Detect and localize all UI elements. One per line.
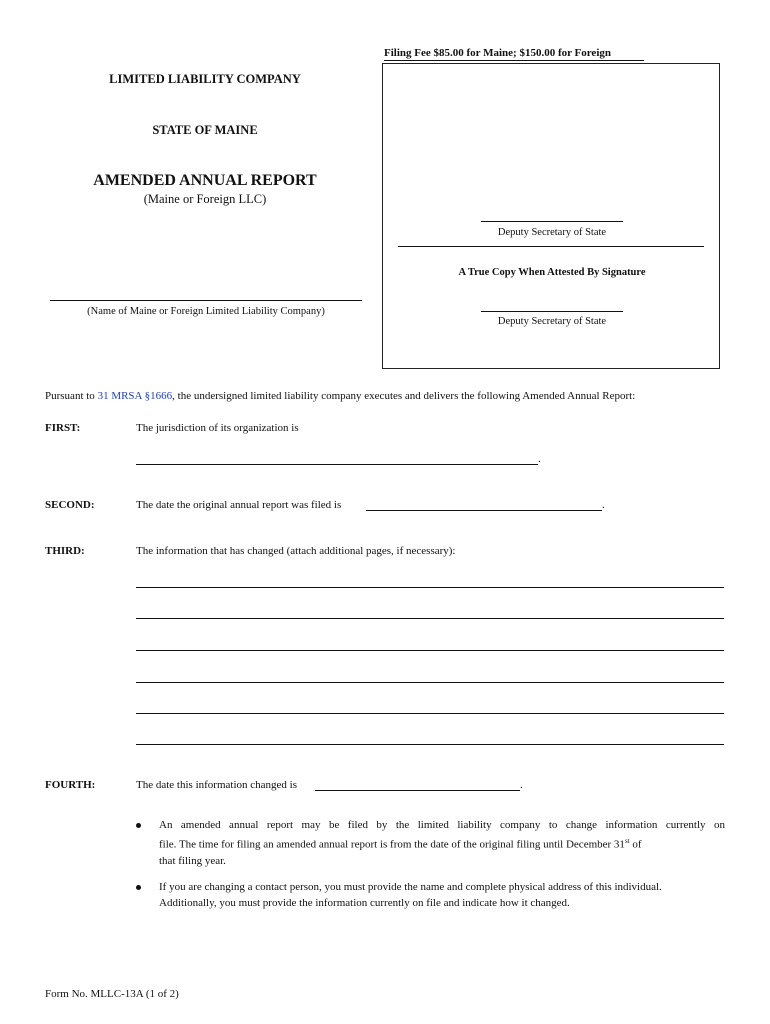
intro-suffix: , the undersigned limited liability company executes and delivers the following Amended Annual Report: [172,390,636,402]
bullet-icon [136,885,141,890]
changed-info-line-1[interactable] [136,587,724,588]
note1-line-d: that filing year. [159,854,226,867]
filing-fee-text: Filing Fee $85.00 for Maine; $150.00 for Foreign [384,47,611,59]
second-period: . [602,499,605,511]
deputy-label-2: Deputy Secretary of State [497,316,607,327]
deputy-signature-line-1[interactable] [481,221,623,222]
third-label: THIRD: [45,545,85,557]
true-copy-text: A True Copy When Attested By Signature [458,267,646,278]
note1-text-c: of [629,838,642,851]
deputy-label-1: Deputy Secretary of State [497,227,607,238]
intro-prefix: Pursuant to [45,390,98,402]
fourth-period: . [520,779,523,791]
note-contact-person [159,879,729,911]
first-text: The jurisdiction of its organization is [136,422,299,434]
change-date-field[interactable] [315,790,520,791]
original-filing-date-field[interactable] [366,510,602,511]
filing-fee-underline [384,60,644,61]
bullet-icon [136,823,141,828]
fourth-label: FOURTH: [45,779,96,791]
state-heading: STATE OF MAINE [152,123,258,137]
form-title: AMENDED ANNUAL REPORT [93,172,317,189]
first-label: FIRST: [45,422,81,434]
office-box-divider [398,246,704,247]
note-amended-report [159,817,725,869]
first-period: . [538,453,541,465]
second-text: The date the original annual report was filed is [136,499,342,511]
deputy-signature-line-2[interactable] [481,311,623,312]
note1-line-a: An amended annual report may be filed by the limited liability company to change information currently on [159,819,725,831]
company-name-field[interactable] [50,300,362,301]
second-label: SECOND: [45,499,95,511]
jurisdiction-field[interactable] [136,464,538,465]
note1-text-b: file. The time for filing an amended annual report is from the date of the original filing until December 31 [159,838,625,851]
third-text: The information that has changed (attach additional pages, if necessary): [136,545,456,557]
fourth-text: The date this information changed is [136,779,297,791]
company-type-heading: LIMITED LIABILITY COMPANY [109,72,301,86]
note2-line-b: Additionally, you must provide the information currently on file and indicate how it changed. [159,897,570,909]
changed-info-line-4[interactable] [136,682,724,683]
intro-paragraph [45,390,745,402]
changed-info-line-5[interactable] [136,713,724,714]
note2-line-a: If you are changing a contact person, you must provide the name and complete physical address of this individual. [159,881,662,893]
form-number-footer: Form No. MLLC-13A (1 of 2) [45,988,179,1000]
form-subtitle: (Maine or Foreign LLC) [143,192,267,206]
statute-link[interactable]: 31 MRSA §1666 [97,390,173,402]
changed-info-line-2[interactable] [136,618,724,619]
note1-line-b [159,833,725,853]
note1-superscript: st [624,837,630,845]
changed-info-line-3[interactable] [136,650,724,651]
company-name-caption: (Name of Maine or Foreign Limited Liability Company) [87,306,325,317]
changed-info-line-6[interactable] [136,744,724,745]
